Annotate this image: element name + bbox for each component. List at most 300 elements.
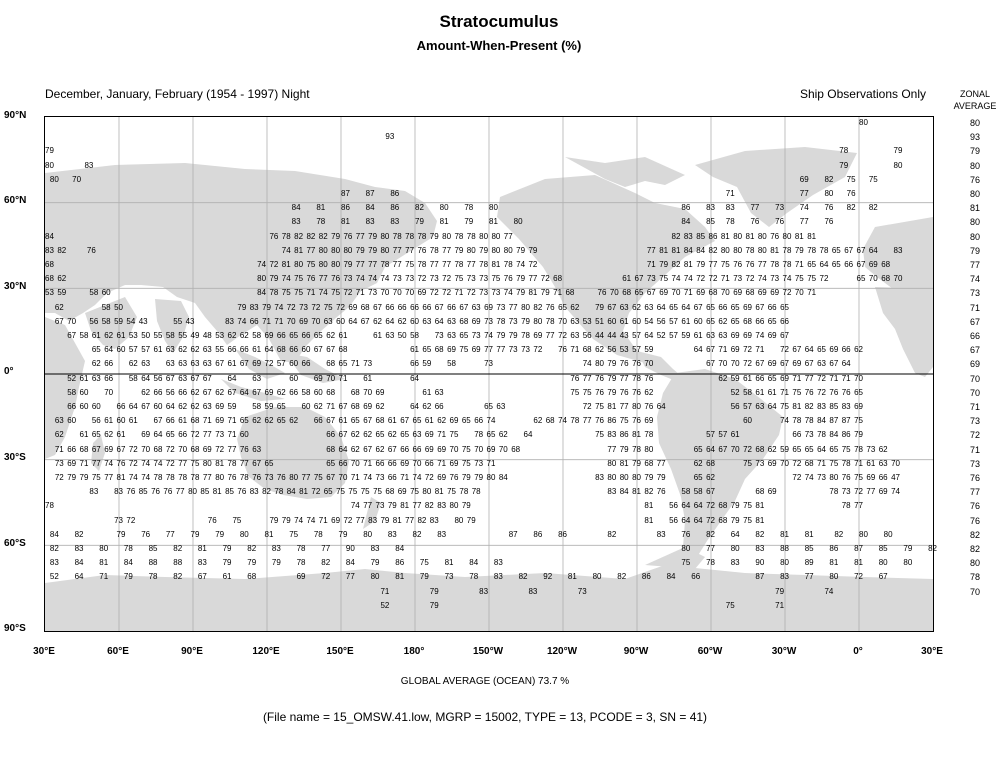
cell-value: 79 [839, 160, 849, 170]
cell-value: 53 [582, 316, 592, 326]
cell-value: 72 [165, 444, 175, 454]
cell-value: 79 [496, 331, 506, 340]
cell-value: 63 [202, 402, 212, 411]
cell-value: 65 [239, 416, 249, 426]
cell-value: 63 [434, 387, 444, 397]
cell-value: 77 [804, 572, 814, 582]
cell-value: 62 [326, 331, 336, 340]
cell-value: 81 [644, 515, 654, 525]
cell-value: 77 [392, 245, 402, 255]
cell-value: 58 [128, 373, 138, 383]
cell-value: 72 [321, 572, 331, 582]
cell-value: 77 [368, 260, 378, 269]
cell-value: 67 [252, 458, 262, 468]
cell-value: 86 [619, 430, 629, 440]
cell-value: 80 [878, 558, 888, 568]
cell-value: 74 [274, 302, 284, 312]
cell-value: 62 [128, 359, 138, 369]
cell-value: 65 [289, 331, 299, 340]
cell-value: 77 [345, 572, 355, 582]
cell-value: 87 [854, 544, 863, 553]
cell-value: 76 [595, 416, 604, 426]
cell-value: 58 [89, 288, 99, 298]
cell-value: 67 [215, 359, 225, 369]
cell-value: 86 [607, 416, 617, 426]
cell-value: 77 [429, 260, 439, 269]
cell-value: 76 [503, 274, 513, 284]
cell-value: 67 [363, 444, 373, 454]
cell-value: 65 [767, 373, 777, 383]
cell-value: 72 [792, 458, 802, 468]
cell-value: 78 [123, 544, 133, 553]
cell-value: 57 [128, 345, 138, 355]
cell-value: 65 [461, 416, 471, 426]
cell-value: 63 [178, 359, 188, 369]
cell-value: 80 [370, 572, 380, 582]
zonal-average-value: 71 [969, 444, 980, 455]
cell-value: 84 [365, 203, 375, 213]
cell-value: 64 [841, 359, 851, 369]
cell-value: 78 [466, 231, 476, 241]
cell-value: 60 [67, 416, 77, 426]
cell-value: 74 [486, 416, 496, 426]
cell-value: 75 [454, 274, 464, 284]
cell-value: 79 [607, 387, 617, 397]
cell-value: 84 [681, 217, 691, 227]
cell-value: 69 [829, 345, 839, 355]
cell-value: 65 [856, 274, 866, 284]
cell-value: 80 [720, 245, 730, 255]
cell-value: 76 [417, 245, 427, 255]
cell-value: 69 [757, 288, 767, 298]
cell-value: 79 [387, 501, 397, 511]
cell-value: 84 [666, 572, 676, 582]
cell-value: 78 [227, 458, 237, 468]
cell-value: 69 [313, 373, 323, 383]
cell-value: 75 [459, 345, 469, 355]
cell-value: 83 [841, 402, 851, 411]
zonal-average-value: 71 [969, 302, 980, 313]
cell-value: 72 [854, 572, 863, 582]
cell-value: 76 [331, 274, 341, 284]
cell-value: 78 [190, 473, 200, 482]
cell-value: 69 [486, 444, 496, 454]
zonal-average-value: 80 [969, 118, 980, 128]
cell-value: 78 [782, 245, 792, 255]
cell-value: 50 [141, 331, 151, 340]
cell-value: 79 [516, 245, 526, 255]
cell-value: 65 [693, 473, 703, 482]
cell-value: 60 [239, 430, 249, 440]
cell-value: 80 [257, 274, 267, 284]
cell-value: 73 [392, 274, 402, 284]
cell-value: 87 [508, 529, 518, 539]
cell-value: 77 [178, 458, 188, 468]
cell-value: 63 [422, 316, 432, 326]
cell-value: 66 [410, 359, 419, 369]
cell-value: 76 [681, 529, 691, 539]
cell-value: 79 [331, 231, 341, 241]
cell-value: 83 [197, 558, 207, 568]
cell-value: 66 [289, 387, 299, 397]
cell-value: 74 [757, 274, 767, 284]
cell-value: 77 [321, 544, 331, 553]
cell-value: 82 [412, 529, 422, 539]
cell-value: 62 [54, 430, 64, 440]
cell-value: 80 [595, 359, 604, 369]
cell-value: 78 [706, 558, 715, 568]
cell-value: 75 [294, 274, 304, 284]
cell-value: 75 [331, 288, 341, 298]
cell-value: 60 [313, 387, 323, 397]
cell-value: 70 [780, 458, 789, 468]
cell-value: 79 [123, 572, 133, 582]
zonal-average-value: 69 [969, 359, 980, 370]
cell-value: 73 [479, 288, 489, 298]
cell-value: 60 [289, 373, 299, 383]
cell-value: 74 [824, 586, 834, 596]
cell-value: 76 [733, 260, 743, 269]
cell-value: 66 [755, 373, 765, 383]
cell-value: 77 [355, 515, 365, 525]
cell-value: 58 [67, 387, 77, 397]
cell-value: 76 [770, 231, 780, 241]
cell-value: 88 [173, 558, 183, 568]
cell-value: 67 [326, 416, 336, 426]
cell-value: 79 [516, 274, 526, 284]
cell-value: 53 [215, 331, 225, 340]
cell-value: 73 [491, 288, 501, 298]
cell-value: 76 [237, 487, 247, 497]
cell-value: 79 [429, 586, 439, 596]
cell-value: 69 [449, 458, 459, 468]
cell-value: 80 [449, 501, 459, 511]
cell-value: 69 [770, 288, 780, 298]
cell-value: 76 [597, 288, 607, 298]
cell-value: 62 [104, 331, 114, 340]
cell-value: 69 [375, 387, 385, 397]
cell-value: 83 [528, 586, 538, 596]
cell-value: 80 [491, 245, 501, 255]
cell-value: 66 [691, 572, 701, 582]
cell-value: 67 [326, 345, 336, 355]
cell-value: 77 [799, 189, 809, 198]
cell-value: 78 [274, 487, 284, 497]
cell-value: 68 [881, 260, 891, 269]
zonal-average-value: 78 [969, 572, 980, 583]
cell-value: 68 [545, 416, 555, 426]
cell-value: 78 [792, 416, 802, 426]
cell-value: 73 [817, 473, 826, 482]
cell-value: 67 [459, 302, 469, 312]
cell-value: 72 [706, 501, 715, 511]
cell-value: 65 [276, 416, 286, 426]
cell-value: 83 [368, 515, 378, 525]
cell-value: 78 [474, 430, 484, 440]
zonal-average-value: 66 [969, 331, 980, 341]
cell-value: 88 [148, 558, 158, 568]
cell-value: 82 [417, 515, 427, 525]
cell-value: 62 [767, 444, 777, 454]
cell-value: 78 [632, 373, 641, 383]
cell-value: 66 [424, 458, 434, 468]
cell-value: 81 [683, 260, 693, 269]
cell-value: 75 [743, 515, 752, 525]
cell-value: 64 [348, 316, 358, 326]
cell-value: 82 [804, 402, 814, 411]
cell-value: 67 [202, 373, 212, 383]
file-info: (File name = 15_OMSW.41.low, MGRP = 15002, TYPE = 13, PCODE = 3, SN = 41) [262, 710, 708, 724]
cell-value: 64 [819, 260, 829, 269]
cell-value: 76 [632, 359, 641, 369]
cell-value: 61 [373, 331, 382, 340]
cell-value: 75 [619, 416, 629, 426]
cell-value: 72 [190, 430, 200, 440]
cell-value: 75 [419, 558, 429, 568]
cell-value: 63 [141, 359, 151, 369]
cell-value: 79 [269, 515, 279, 525]
cell-value: 77 [708, 260, 718, 269]
cell-value: 79 [415, 217, 424, 227]
cell-value: 60 [607, 316, 617, 326]
cell-value: 69 [767, 487, 777, 497]
cell-value: 73 [479, 274, 489, 284]
cell-value: 63 [252, 373, 262, 383]
cell-value: 64 [141, 373, 151, 383]
cell-value: 75 [190, 458, 200, 468]
cell-value: 63 [471, 302, 481, 312]
cell-value: 71 [570, 345, 580, 355]
cell-value: 70 [178, 444, 188, 454]
cell-value: 65 [350, 416, 360, 426]
cell-value: 78 [841, 458, 851, 468]
cell-value: 73 [114, 515, 123, 525]
cell-value: 77 [466, 260, 476, 269]
cell-value: 67 [252, 387, 262, 397]
cell-value: 80 [442, 231, 452, 241]
cell-value: 62 [422, 402, 432, 411]
cell-value: 86 [390, 189, 400, 198]
cell-value: 61 [410, 345, 419, 355]
cell-value: 74 [350, 501, 360, 511]
cell-value: 74 [141, 458, 151, 468]
cell-value: 64 [693, 515, 703, 525]
cell-value: 74 [782, 274, 792, 284]
cell-value: 66 [447, 302, 456, 312]
cell-value: 71 [54, 444, 64, 454]
cell-value: 65 [459, 331, 469, 340]
cell-value: 80 [521, 302, 530, 312]
cell-value: 80 [343, 245, 353, 255]
cell-value: 72 [582, 402, 592, 411]
cell-value: 66 [178, 430, 188, 440]
cell-value: 77 [318, 274, 328, 284]
cell-value: 43 [185, 316, 195, 326]
cell-value: 64 [165, 402, 175, 411]
cell-value: 78 [545, 316, 555, 326]
cell-value: 85 [225, 487, 234, 497]
cell-value: 68 [745, 288, 755, 298]
cell-value: 82 [518, 572, 528, 582]
cell-value: 82 [173, 572, 183, 582]
cell-value: 77 [355, 231, 365, 241]
cell-value: 75 [794, 274, 804, 284]
cell-value: 79 [659, 260, 669, 269]
cell-value: 65 [264, 458, 274, 468]
cell-value: 75 [306, 260, 316, 269]
cell-value: 55 [215, 345, 225, 355]
cell-value: 53 [128, 331, 138, 340]
cell-value: 78 [269, 288, 279, 298]
cell-value: 76 [750, 217, 760, 227]
cell-value: 79 [521, 316, 530, 326]
cell-value: 81 [491, 260, 501, 269]
cell-value: 65 [375, 430, 385, 440]
cell-value: 67 [153, 416, 163, 426]
cell-value: 75 [313, 473, 323, 482]
cell-value: 63 [165, 345, 175, 355]
lon-label: 30°W [771, 646, 797, 657]
cell-value: 78 [417, 260, 427, 269]
cell-value: 74 [582, 359, 592, 369]
cell-value: 61 [153, 345, 163, 355]
cell-value: 61 [866, 458, 876, 468]
cell-value: 62 [264, 416, 274, 426]
cell-value: 83 [607, 487, 617, 497]
cell-value: 75 [410, 487, 419, 497]
cell-value: 85 [138, 487, 148, 497]
cell-value: 81 [489, 217, 498, 227]
cell-value: 75 [232, 515, 242, 525]
cell-value: 71 [718, 345, 728, 355]
cell-value: 82 [533, 302, 543, 312]
cell-value: 55 [173, 316, 183, 326]
cell-value: 63 [644, 302, 654, 312]
cell-value: 71 [338, 373, 348, 383]
cell-value: 68 [326, 444, 336, 454]
cell-value: 62 [141, 387, 151, 397]
cell-value: 71 [79, 458, 89, 468]
cell-value: 86 [641, 572, 651, 582]
cell-value: 73 [841, 487, 851, 497]
cell-value: 74 [558, 416, 567, 426]
cell-value: 65 [807, 260, 817, 269]
cell-value: 79 [528, 245, 538, 255]
cell-value: 58 [681, 487, 691, 497]
cell-value: 62 [533, 416, 543, 426]
cell-value: 79 [190, 529, 200, 539]
cell-value: 77 [405, 245, 415, 255]
cell-value: 76 [841, 387, 851, 397]
cell-value: 70 [67, 316, 77, 326]
cell-value: 78 [770, 260, 780, 269]
cell-value: 80 [730, 544, 740, 553]
cell-value: 77 [202, 473, 212, 482]
cell-value: 88 [780, 544, 789, 553]
cell-value: 73 [804, 430, 814, 440]
lat-label: 90°S [4, 623, 26, 634]
cell-value: 83 [437, 529, 447, 539]
cell-value: 77 [301, 473, 311, 482]
cell-value: 68 [153, 444, 163, 454]
cell-value: 78 [819, 245, 829, 255]
cell-value: 61 [104, 416, 114, 426]
cell-value: 86 [533, 529, 543, 539]
cell-value: 73 [363, 359, 373, 369]
cell-value: 71 [318, 515, 328, 525]
cell-value: 69 [299, 316, 308, 326]
cell-value: 82 [424, 501, 434, 511]
cell-value: 67 [227, 387, 237, 397]
cell-value: 66 [227, 345, 237, 355]
cell-value: 80 [380, 245, 390, 255]
cell-value: 75 [281, 288, 291, 298]
cell-value: 78 [281, 231, 291, 241]
cell-value: 71 [817, 458, 826, 468]
cell-value: 52 [656, 331, 666, 340]
cell-value: 79 [368, 245, 378, 255]
cell-value: 81 [632, 487, 641, 497]
cell-value: 75 [582, 387, 592, 397]
map-title: Stratocumulus [439, 12, 559, 31]
cell-value: 75 [360, 487, 370, 497]
cell-value: 74 [799, 203, 809, 213]
cell-value: 82 [671, 231, 681, 241]
cell-value: 69 [215, 402, 225, 411]
cell-value: 68 [385, 487, 395, 497]
cell-value: 68 [708, 288, 718, 298]
cell-value: 64 [730, 529, 740, 539]
cell-value: 80 [607, 458, 617, 468]
cell-value: 78 [148, 572, 158, 582]
cell-value: 64 [644, 331, 654, 340]
cell-value: 74 [380, 274, 390, 284]
lon-label: 30°E [33, 646, 55, 657]
cell-value: 74 [257, 260, 267, 269]
cell-value: 53 [45, 288, 54, 298]
cell-value: 68 [350, 402, 360, 411]
lon-label: 150°E [326, 646, 354, 657]
cell-value: 83 [49, 558, 59, 568]
cell-value: 66 [410, 302, 419, 312]
zonal-average-value: 73 [969, 288, 980, 299]
cell-value: 71 [380, 586, 390, 596]
cell-value: 61 [222, 572, 232, 582]
cell-value: 77 [582, 416, 592, 426]
cell-value: 59 [57, 288, 67, 298]
cell-value: 76 [632, 387, 641, 397]
cell-value: 70 [730, 359, 740, 369]
cell-value: 80 [466, 245, 476, 255]
cell-value: 81 [780, 529, 789, 539]
cell-value: 72 [743, 359, 752, 369]
cell-value: 83 [817, 402, 826, 411]
cell-value: 72 [128, 458, 138, 468]
cell-value: 63 [412, 430, 422, 440]
cell-value: 67 [780, 359, 789, 369]
cell-value: 63 [619, 302, 629, 312]
cell-value: 83 [114, 487, 123, 497]
cell-value: 82 [644, 487, 654, 497]
cell-value: 78 [725, 217, 735, 227]
cell-value: 67 [91, 444, 101, 454]
cell-value: 62 [227, 331, 237, 340]
cell-value: 62 [91, 359, 101, 369]
cell-value: 68 [881, 274, 891, 284]
cell-value: 72 [429, 288, 439, 298]
cell-value: 69 [471, 345, 481, 355]
cell-value: 85 [878, 544, 888, 553]
